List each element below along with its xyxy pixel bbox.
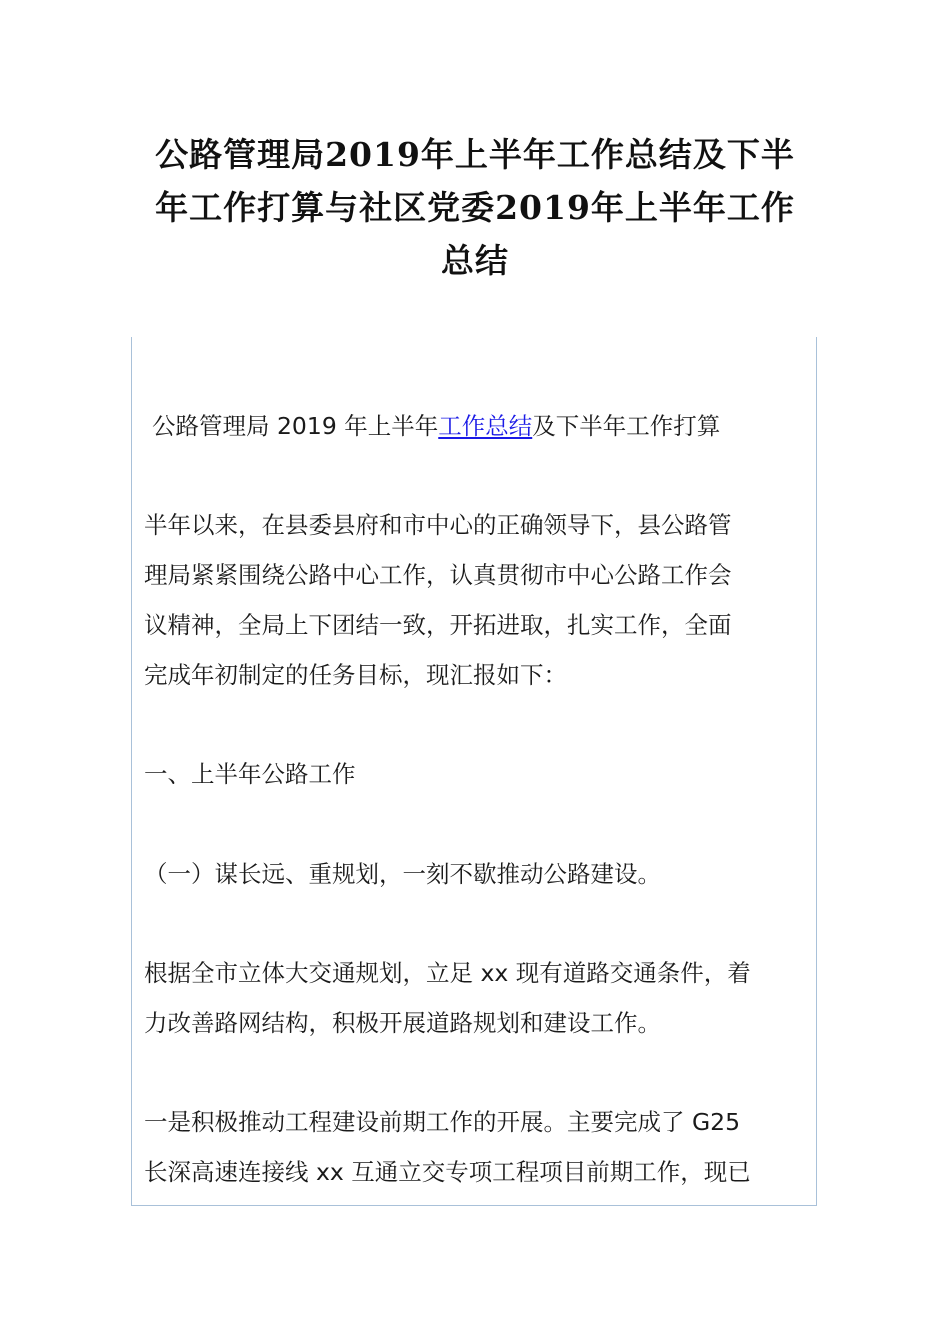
title-line: 总结	[441, 241, 509, 280]
planning-line: 力改善路网结构，积极开展道路规划和建设工作。	[144, 1009, 661, 1037]
title-line: 年工作打算与社区党委2019年上半年工作	[155, 188, 795, 227]
subtitle-text: 公路管理局 2019 年上半年	[152, 412, 439, 440]
intro-line: 理局紧紧围绕公路中心工作，认真贯彻市中心公路工作会	[144, 561, 732, 589]
article-subtitle	[152, 401, 720, 451]
intro-line: 完成年初制定的任务目标，现汇报如下：	[144, 661, 567, 689]
item-one-line: 一是积极推动工程建设前期工作的开展。主要完成了 G25	[144, 1108, 741, 1136]
item-one-line: 长深高速连接线 xx 互通立交专项工程项目前期工作，现已	[144, 1158, 751, 1186]
title-line: 公路管理局2019年上半年工作总结及下半	[155, 135, 795, 174]
subtitle-text: 及下半年工作打算	[532, 412, 721, 440]
intro-line: 半年以来，在县委县府和市中心的正确领导下，县公路管	[144, 511, 732, 539]
document-title	[130, 128, 820, 287]
intro-line: 议精神，全局上下团结一致，开拓进取，扎实工作，全面	[144, 611, 732, 639]
subsection-heading: （一）谋长远、重规划，一刻不歇推动公路建设。	[144, 860, 661, 888]
work-summary-link[interactable]: 工作总结	[438, 412, 533, 440]
planning-line: 根据全市立体大交通规划，立足 xx 现有道路交通条件，着	[144, 959, 751, 987]
section-heading: 一、上半年公路工作	[144, 760, 356, 788]
